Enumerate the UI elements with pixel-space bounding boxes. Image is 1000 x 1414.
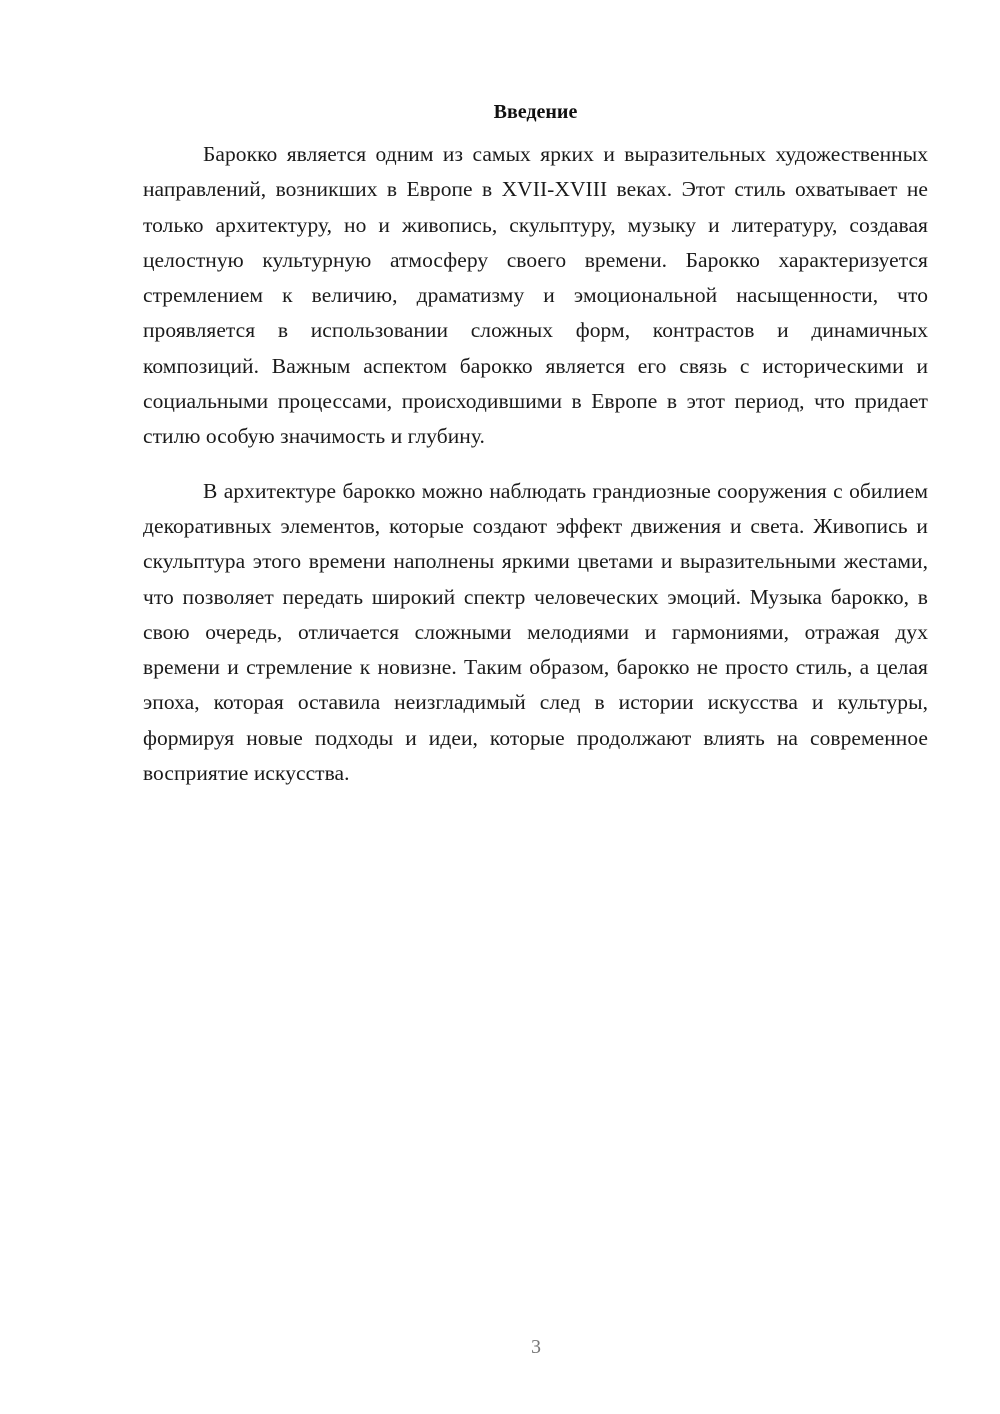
paragraph-2: В архитектуре барокко можно наблюдать грандиозные сооружения с обилием декоративных элементов, которые создают эффект движения и света. Живопись и скульптура этого времени наполнены яркими цветами и выразительными жестами, что позволяет передать широкий спектр человеческих эмоций. Музыка барокко, в свою очередь, отличается сложными мелодиями и гармониями, отражая дух времени и стремление к новизне. Таким образом, барокко не просто стиль, а целая эпоха, которая оставила неизгладимый след в истории искусства и культуры, формируя новые подходы и идеи, которые продолжают влиять на современное восприятие искусства. — [143, 478, 928, 786]
paragraph-1: Барокко является одним из самых ярких и выразительных художественных направлений, возникших в Европе в XVII-XVIII веках. Этот стиль охватывает не только архитектуру, но и живопись, скульптуру, музыку и литературу, создавая целостную культурную атмосферу своего времени. Барокко характеризуется стремлением к величию, драматизму и эмоциональной насыщенности, что проявляется в использовании сложных форм, контрастов и динамичных композиций. Важным аспектом барокко является его связь с историческими и социальными процессами, происходившими в Европе в этот период, что придает стилю особую значимость и глубину. — [143, 142, 928, 449]
page-content — [143, 97, 928, 791]
section-title: Введение — [493, 101, 578, 123]
page-number: 3 — [531, 1336, 541, 1358]
